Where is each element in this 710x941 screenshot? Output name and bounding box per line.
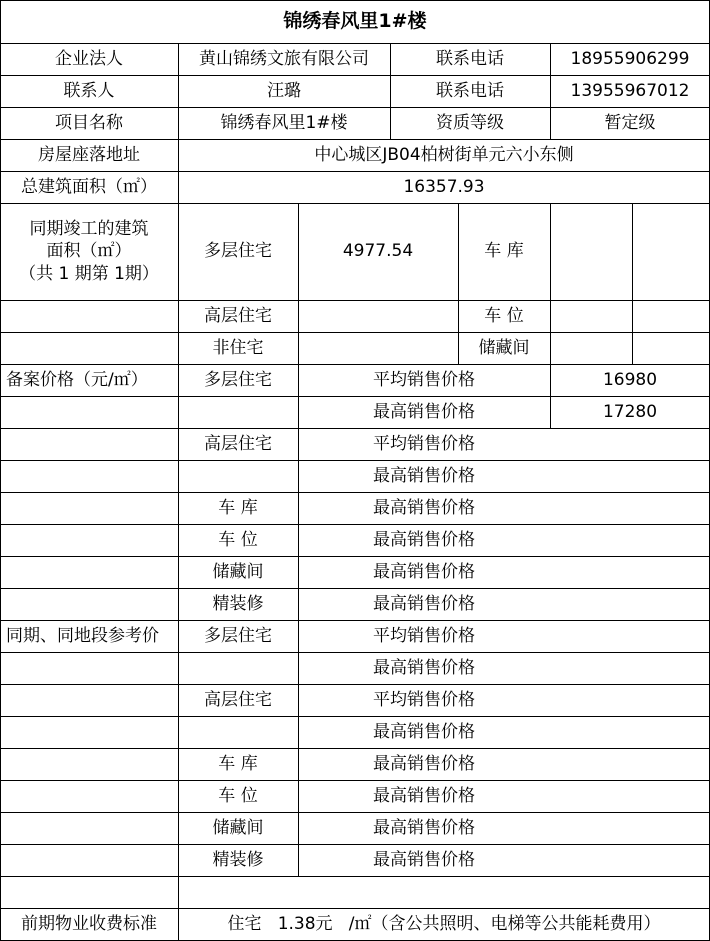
project-label: 项目名称 xyxy=(55,112,123,133)
area-type-multi: 多层住宅 xyxy=(204,241,272,262)
ref-multi-avg-label: 平均销售价格 xyxy=(373,625,475,646)
ref-garage-max-label: 最高销售价格 xyxy=(373,753,475,774)
filing-type-storage: 储藏间 xyxy=(212,561,264,582)
filing-decor-max-label: 最高销售价格 xyxy=(373,593,475,614)
ref-type-decor: 精装修 xyxy=(212,849,264,870)
ref-type-storage: 储藏间 xyxy=(212,817,264,838)
property-fee-label: 前期物业收费标准 xyxy=(21,913,157,934)
ref-storage-max-label: 最高销售价格 xyxy=(373,817,475,838)
area-type-garage: 车 库 xyxy=(484,241,524,262)
qualification-value: 暂定级 xyxy=(604,112,656,133)
filing-type-garage: 车 库 xyxy=(218,497,258,518)
filing-multi-avg-label: 平均销售价格 xyxy=(373,369,475,390)
ref-type-parking: 车 位 xyxy=(218,785,258,806)
property-fee-value: 住宅 1.38元 /㎡（含公共照明、电梯等公共能耗费用） xyxy=(227,913,661,934)
contact-label: 联系人 xyxy=(63,80,115,101)
page-title: 锦绣春风里1#楼 xyxy=(283,10,427,33)
area-type-nonres: 非住宅 xyxy=(212,337,264,358)
contact-value: 汪璐 xyxy=(267,80,301,101)
phone-value-1: 18955906299 xyxy=(570,48,690,69)
filing-type-high: 高层住宅 xyxy=(204,433,272,454)
filing-multi-avg-value: 16980 xyxy=(602,369,658,390)
filing-type-multi: 多层住宅 xyxy=(204,369,272,390)
address-value: 中心城区JB04柏树街单元六小东侧 xyxy=(314,144,574,165)
enterprise-label: 企业法人 xyxy=(55,48,123,69)
phone-label-1: 联系电话 xyxy=(436,48,504,69)
same-period-area-line2: 面积（㎡） xyxy=(46,241,132,262)
filing-price-label: 备案价格（元/㎡） xyxy=(6,369,148,390)
filing-storage-max-label: 最高销售价格 xyxy=(373,561,475,582)
ref-multi-max-label: 最高销售价格 xyxy=(373,657,475,678)
ref-type-garage: 车 库 xyxy=(218,753,258,774)
project-value: 锦绣春风里1#楼 xyxy=(220,112,348,133)
ref-high-max-label: 最高销售价格 xyxy=(373,721,475,742)
same-period-area-line1: 同期竣工的建筑 xyxy=(29,219,149,240)
qualification-label: 资质等级 xyxy=(436,112,504,133)
reference-price-label: 同期、同地段参考价 xyxy=(6,625,159,646)
ref-parking-max-label: 最高销售价格 xyxy=(373,785,475,806)
ref-high-avg-label: 平均销售价格 xyxy=(373,689,475,710)
filing-type-parking: 车 位 xyxy=(218,529,258,550)
filing-parking-max-label: 最高销售价格 xyxy=(373,529,475,550)
filing-garage-max-label: 最高销售价格 xyxy=(373,497,475,518)
phone-label-2: 联系电话 xyxy=(436,80,504,101)
area-type-high: 高层住宅 xyxy=(204,305,272,326)
total-area-value: 16357.93 xyxy=(403,176,485,197)
area-type-storage: 储藏间 xyxy=(478,337,530,358)
phone-value-2: 13955967012 xyxy=(570,80,690,101)
filing-multi-max-value: 17280 xyxy=(602,401,658,422)
ref-type-multi: 多层住宅 xyxy=(204,625,272,646)
ref-decor-max-label: 最高销售价格 xyxy=(373,849,475,870)
filing-multi-max-label: 最高销售价格 xyxy=(373,401,475,422)
filing-type-decor: 精装修 xyxy=(212,593,264,614)
same-period-area-line3: （共 1 期第 1期） xyxy=(19,263,159,284)
ref-type-high: 高层住宅 xyxy=(204,689,272,710)
area-value-multi: 4977.54 xyxy=(342,241,414,262)
total-area-label: 总建筑面积（㎡） xyxy=(21,176,157,197)
address-label: 房屋座落地址 xyxy=(38,144,140,165)
same-period-area-label xyxy=(0,203,178,300)
filing-high-avg-label: 平均销售价格 xyxy=(373,433,475,454)
filing-high-max-label: 最高销售价格 xyxy=(373,465,475,486)
enterprise-value: 黄山锦绣文旅有限公司 xyxy=(199,48,369,69)
area-type-parking: 车 位 xyxy=(484,305,524,326)
